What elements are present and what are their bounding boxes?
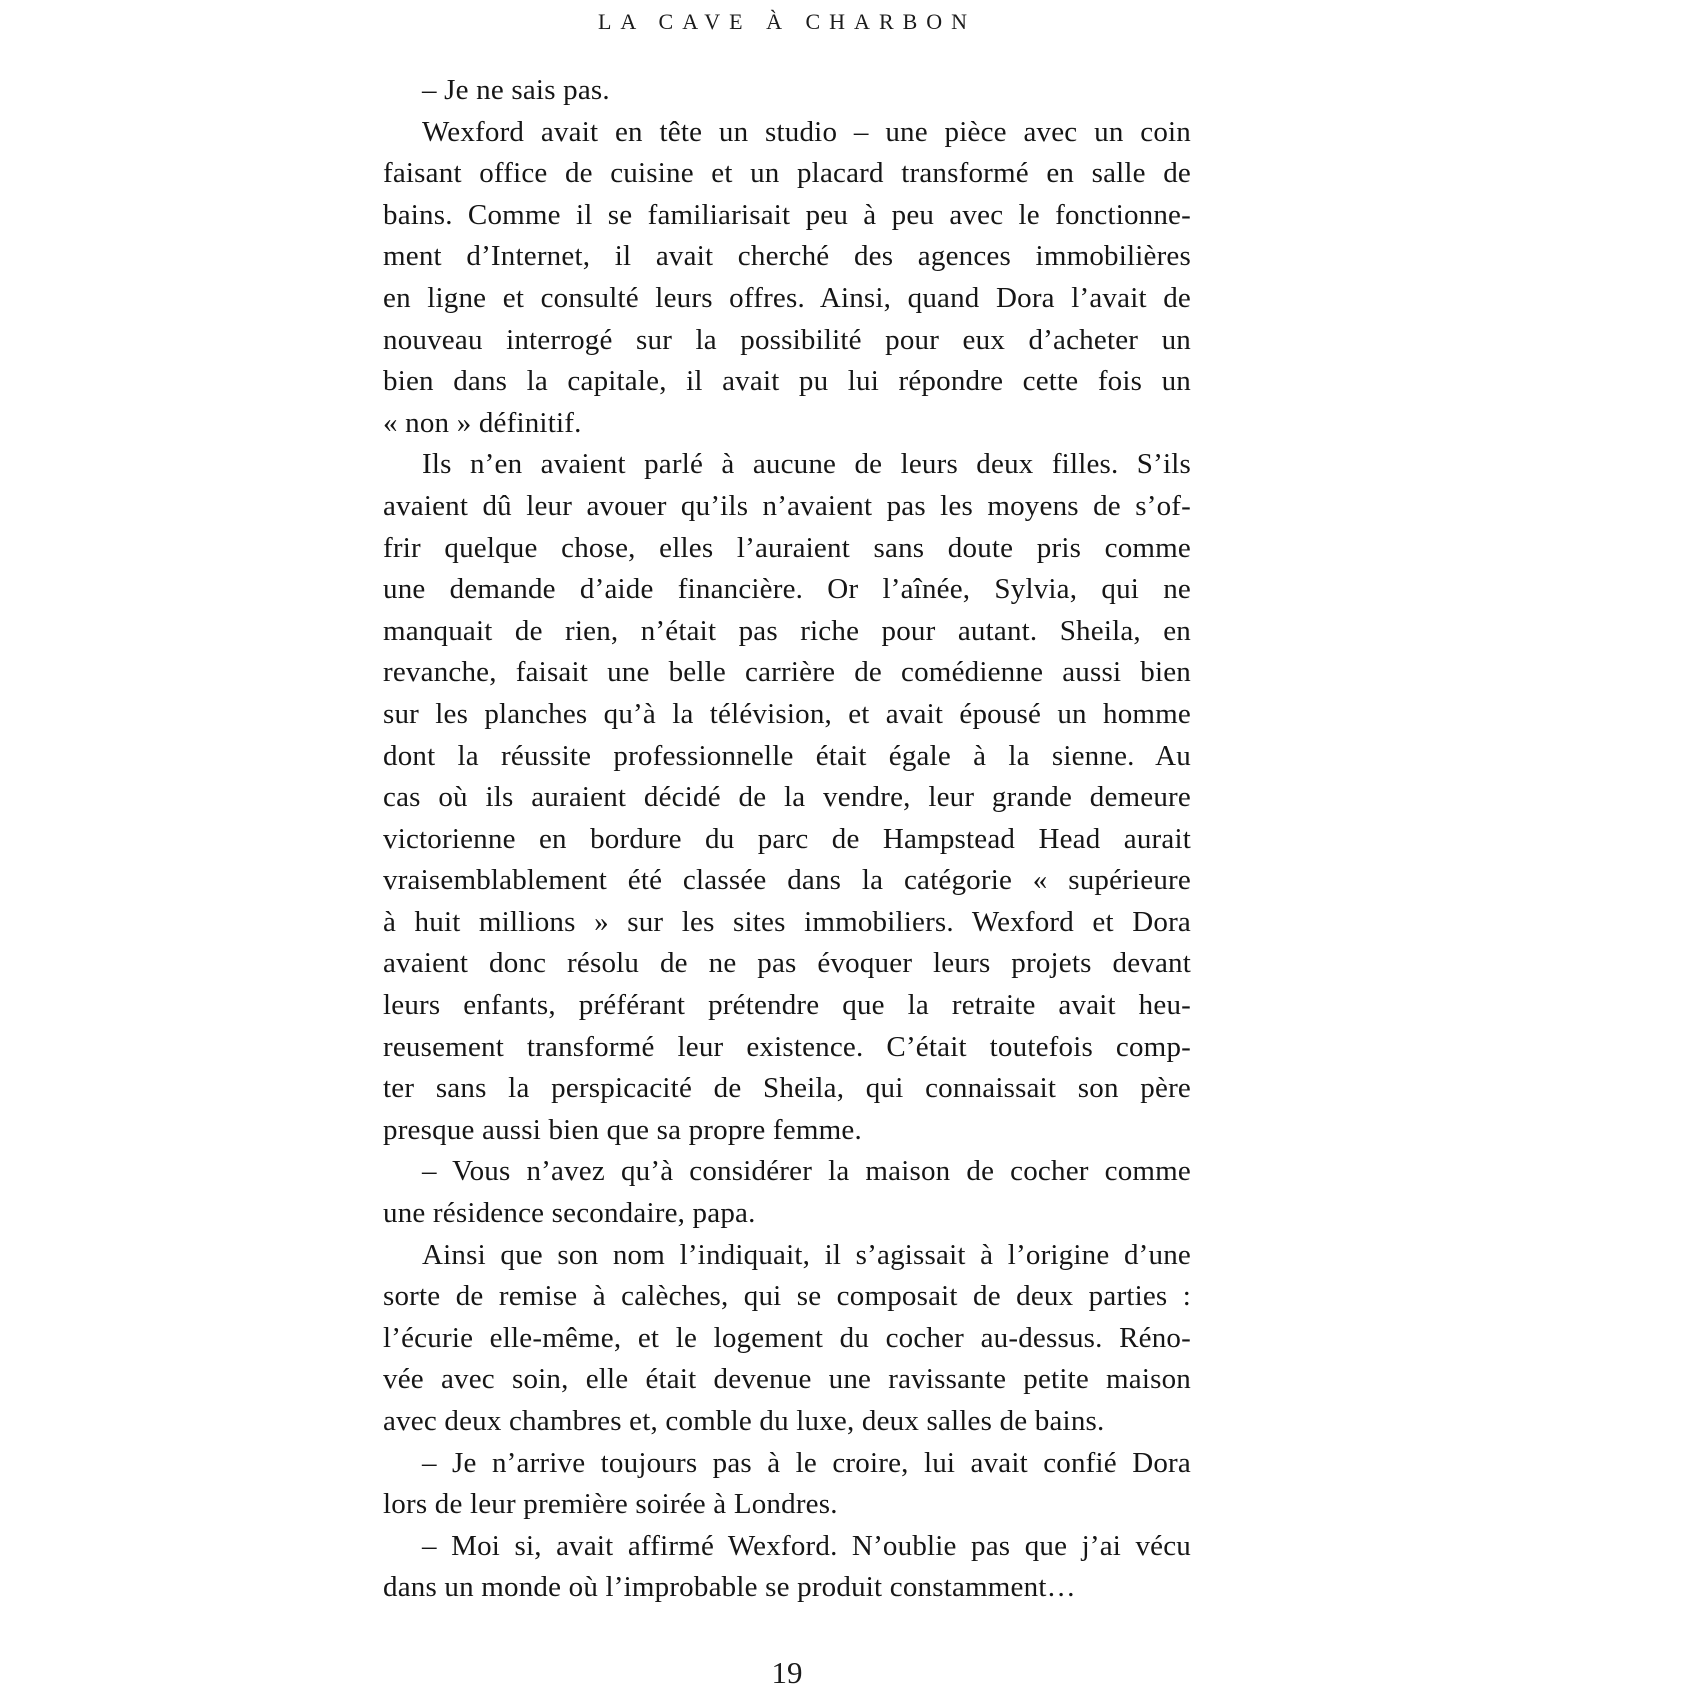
text-line: ter sans la perspicacité de Sheila, qui connaissait son père bbox=[383, 1072, 1191, 1105]
text-line: dans un monde où l’improbable se produit constamment… bbox=[383, 1571, 1076, 1604]
text-line: l’écurie elle-même, et le logement du cocher au-dessus. Réno- bbox=[383, 1321, 1191, 1354]
text-line: reusement transformé leur existence. C’était toutefois comp- bbox=[383, 1030, 1191, 1063]
text-line: nouveau interrogé sur la possibilité pour eux d’acheter un bbox=[383, 323, 1191, 356]
text-line: cas où ils auraient décidé de la vendre, leur grande demeure bbox=[383, 781, 1191, 814]
running-header: LA CAVE À CHARBON bbox=[597, 9, 977, 34]
paragraph bbox=[383, 1526, 1191, 1609]
text-line: lors de leur première soirée à Londres. bbox=[383, 1488, 838, 1521]
text-line: Ainsi que son nom l’indiquait, il s’agissait à l’origine d’une bbox=[422, 1238, 1191, 1271]
text-line: Wexford avait en tête un studio – une pièce avec un coin bbox=[422, 115, 1191, 148]
paragraph bbox=[383, 70, 1191, 112]
text-line: bien dans la capitale, il avait pu lui répondre cette fois un bbox=[383, 365, 1191, 398]
text-line: avaient dû leur avouer qu’ils n’avaient pas les moyens de s’of- bbox=[383, 489, 1191, 522]
text-line: sur les planches qu’à la télévision, et avait épousé un homme bbox=[383, 697, 1191, 730]
text-line: revanche, faisait une belle carrière de comédienne aussi bien bbox=[383, 656, 1191, 689]
text-line: manquait de rien, n’était pas riche pour autant. Sheila, en bbox=[383, 614, 1191, 647]
text-line: une demande d’aide financière. Or l’aînée, Sylvia, qui ne bbox=[383, 573, 1191, 606]
text-line: ment d’Internet, il avait cherché des agences immobilières bbox=[383, 240, 1191, 273]
text-line: sorte de remise à calèches, qui se composait de deux parties : bbox=[383, 1280, 1191, 1313]
text-line: faisant office de cuisine et un placard transformé en salle de bbox=[383, 157, 1191, 190]
text-line: « non » définitif. bbox=[383, 406, 582, 439]
text-line: – Vous n’avez qu’à considérer la maison de cocher comme bbox=[422, 1155, 1191, 1188]
text-line: dont la réussite professionnelle était égale à la sienne. Au bbox=[383, 739, 1191, 772]
text-line: une résidence secondaire, papa. bbox=[383, 1197, 756, 1230]
text-line: vée avec soin, elle était devenue une ravissante petite maison bbox=[383, 1363, 1191, 1396]
text-line: frir quelque chose, elles l’auraient sans doute pris comme bbox=[383, 531, 1191, 564]
text-line: – Moi si, avait affirmé Wexford. N’oublie pas que j’ai vécu bbox=[422, 1529, 1191, 1562]
page-number: 19 bbox=[771, 1655, 803, 1690]
text-block bbox=[383, 70, 1191, 1609]
text-line: avaient donc résolu de ne pas évoquer leurs projets devant bbox=[383, 947, 1191, 980]
text-line: – Je n’arrive toujours pas à le croire, lui avait confié Dora bbox=[422, 1446, 1191, 1479]
text-line: à huit millions » sur les sites immobiliers. Wexford et Dora bbox=[383, 905, 1191, 938]
paragraph bbox=[383, 1151, 1191, 1234]
text-line: presque aussi bien que sa propre femme. bbox=[383, 1113, 862, 1146]
text-line: en ligne et consulté leurs offres. Ainsi, quand Dora l’avait de bbox=[383, 281, 1191, 314]
text-line: victorienne en bordure du parc de Hampstead Head aurait bbox=[383, 822, 1191, 855]
paragraph bbox=[383, 1443, 1191, 1526]
text-line: bains. Comme il se familiarisait peu à peu avec le fonctionne- bbox=[383, 198, 1191, 231]
text-line: leurs enfants, préférant prétendre que la retraite avait heu- bbox=[383, 989, 1191, 1022]
paragraph bbox=[383, 1235, 1191, 1443]
text-line: vraisemblablement été classée dans la catégorie « supérieure bbox=[383, 864, 1191, 897]
paragraph bbox=[383, 112, 1191, 445]
paragraph bbox=[383, 444, 1191, 1151]
text-line: Ils n’en avaient parlé à aucune de leurs deux filles. S’ils bbox=[422, 448, 1191, 481]
text-line: avec deux chambres et, comble du luxe, deux salles de bains. bbox=[383, 1405, 1105, 1437]
text-line: – Je ne sais pas. bbox=[422, 74, 610, 106]
